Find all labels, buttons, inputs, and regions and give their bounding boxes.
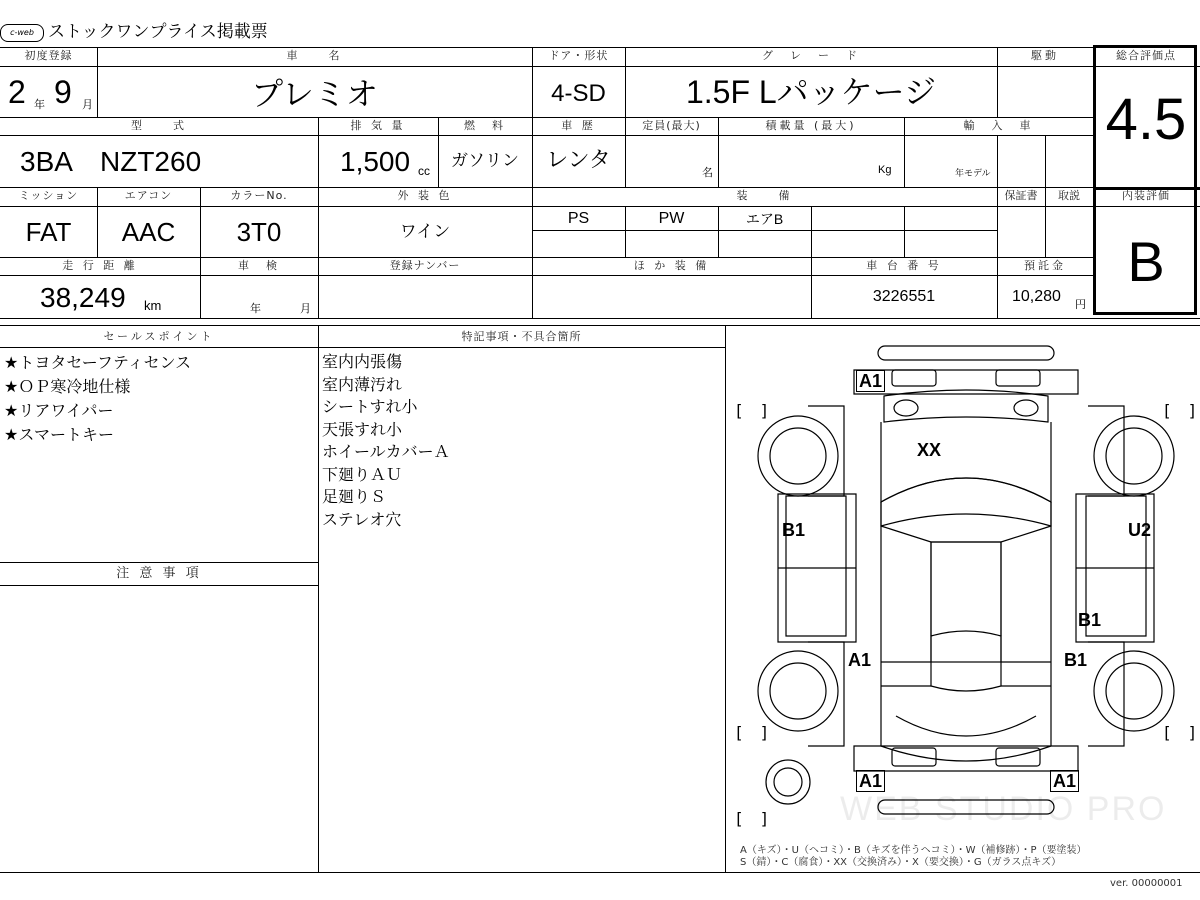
list-item: ステレオ穴: [322, 509, 402, 529]
label-deposit: 預託金: [1024, 259, 1066, 272]
fuel: ガソリン: [451, 151, 519, 170]
aircon: AAC: [121, 217, 176, 247]
import-unit: 年モデル: [955, 168, 991, 178]
label-model: 型 式: [131, 119, 187, 132]
damage-right-rear-door: B1: [1078, 610, 1102, 630]
version: ver. 00000001: [1110, 878, 1183, 889]
deposit-unit: 円: [1075, 299, 1086, 311]
bracket-front-left: [ ]: [734, 401, 770, 420]
page-title: ストックワンプライス掲載票: [48, 22, 268, 42]
damage-rear-right: A1: [1050, 770, 1079, 792]
legend-line-1: A（キズ）・U（ヘコミ）・B（キズを伴うヘコミ）・W（補修跡）・P（要塗装）: [740, 845, 1087, 856]
list-item: 室内内張傷: [322, 352, 403, 371]
label-other-equipment: ほ か 装 備: [633, 259, 710, 272]
label-exterior-color: 外 装 色: [397, 189, 453, 202]
label-import: 輸 入 車: [963, 119, 1034, 132]
label-mission: ミッション: [18, 189, 79, 202]
list-item: 室内薄汚れ: [322, 374, 403, 394]
interior-score: B: [1127, 230, 1165, 293]
label-reg-number: 登録ナンバー: [389, 259, 461, 272]
load-unit: Kg: [878, 164, 892, 176]
label-manual: 取説: [1058, 189, 1080, 202]
damage-right-rear-quarter: B1: [1064, 650, 1088, 670]
legend-line-2: S（錆）・C（腐食）・XX（交換済み）・X（要交換）・G（ガラス点キズ）: [740, 857, 1062, 868]
list-item: ★ＯＰ寒冷地仕様: [4, 377, 131, 396]
reg-year: 2: [8, 74, 26, 110]
label-cautions: 注 意 事 項: [116, 566, 202, 581]
label-fuel: 燃 料: [464, 119, 506, 132]
door-shape: 4-SD: [551, 80, 606, 107]
label-inspection: 車 検: [238, 259, 280, 272]
label-overall-score: 総合評価点: [1116, 49, 1176, 62]
label-mileage: 走 行 距 離: [62, 259, 138, 272]
equipment-ps: PS: [567, 210, 590, 227]
label-displacement: 排 気 量: [350, 119, 406, 132]
list-item: ★リアワイパー: [4, 401, 114, 420]
mission: FAT: [25, 217, 72, 247]
inspection-year-unit: 年: [250, 303, 261, 315]
damage-left-rear-quarter: A1: [848, 650, 872, 670]
grade: 1.5F Lパッケージ: [685, 74, 937, 110]
label-chassis-no: 車 台 番 号: [866, 259, 942, 272]
label-load: 積載量 (最大): [765, 119, 857, 132]
label-car-name: 車 名: [286, 49, 343, 62]
label-color-no: カラーNo.: [230, 189, 288, 202]
label-door-shape: ドア・形状: [548, 49, 609, 62]
reg-month: 9: [54, 74, 72, 110]
bracket-front-right: [ ]: [1162, 401, 1198, 420]
damage-right-front-door: U2: [1128, 520, 1152, 540]
list-item: 下廻りＡＵ: [322, 464, 403, 484]
model: NZT260: [100, 146, 202, 177]
damage-front-bumper: A1: [856, 370, 885, 392]
chassis-no: 3226551: [872, 288, 936, 305]
deposit: 10,280: [1012, 288, 1061, 305]
list-item: ★スマートキー: [4, 425, 115, 444]
damage-rear-left: A1: [856, 770, 885, 792]
sales-points-list: [4, 351, 191, 447]
list-item: 天張すれ小: [322, 419, 403, 439]
logo: [0, 24, 44, 42]
label-vehicle-history: 車 歴: [561, 119, 596, 132]
bracket-rear-right: [ ]: [1162, 723, 1198, 742]
list-item: シートすれ小: [322, 397, 418, 416]
list-item: 足廻りＳ: [322, 487, 387, 506]
watermark: WEB STUDIO PRO: [840, 790, 1167, 828]
capacity-unit: 名: [702, 167, 713, 179]
reg-month-unit: 月: [82, 99, 93, 111]
color-no: 3T0: [236, 217, 282, 247]
list-item: ★トヨタセーフティセンス: [4, 353, 192, 372]
reg-year-unit: 年: [34, 99, 45, 111]
car-name: プレミオ: [251, 76, 378, 112]
exterior-color: ワイン: [399, 222, 451, 241]
label-interior-score: 内装評価: [1122, 189, 1170, 202]
overall-score: 4.5: [1105, 87, 1187, 152]
label-notes-defects: 特記事項・不具合箇所: [461, 330, 582, 343]
equipment-airbag: エアB: [745, 211, 784, 227]
damage-left-front-door: B1: [782, 520, 806, 540]
logo-text: c-web: [10, 28, 34, 37]
label-grade: グ レ ー ド: [762, 49, 860, 62]
notes-list: [322, 351, 450, 531]
displacement-unit: cc: [418, 164, 430, 178]
label-capacity: 定員(最大): [642, 119, 701, 132]
label-sales-points: セールスポイント: [103, 330, 215, 343]
inspection-month-unit: 月: [300, 303, 311, 315]
mileage: 38,249: [40, 282, 126, 313]
bracket-rear-left: [ ]: [734, 723, 770, 742]
label-warranty: 保証書: [1004, 189, 1038, 202]
label-equipment: 装 備: [736, 189, 793, 202]
mileage-unit: km: [144, 298, 162, 313]
vehicle-history: レンタ: [546, 147, 611, 172]
damage-hood: XX: [917, 440, 942, 460]
model-prefix: 3BA: [20, 146, 73, 177]
label-aircon: エアコン: [124, 189, 173, 202]
list-item: ホイールカバーＡ: [322, 442, 450, 461]
car-damage-diagram: [726, 326, 1200, 838]
displacement: 1,500: [340, 146, 411, 177]
label-drive: 駆動: [1031, 49, 1059, 62]
equipment-pw: PW: [658, 210, 685, 227]
label-first-registration: 初度登録: [24, 49, 73, 62]
bracket-spare: [ ]: [734, 809, 770, 828]
